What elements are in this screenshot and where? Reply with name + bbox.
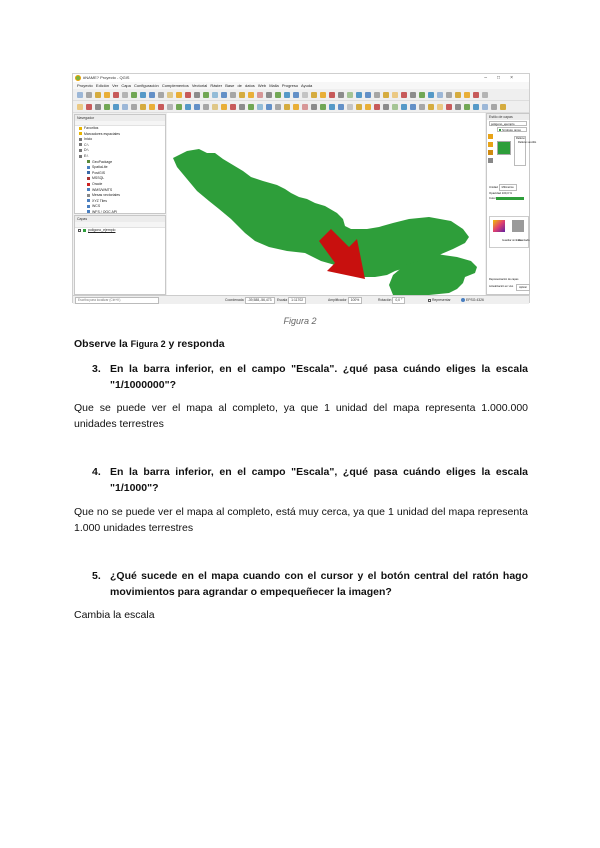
- toolbar-tool-icon: [338, 92, 344, 98]
- toolbar-tool-icon: [383, 92, 389, 98]
- toolbar-tool-icon: [482, 104, 488, 110]
- toolbar-tool-icon: [383, 104, 389, 110]
- toolbar-tool-icon: [212, 104, 218, 110]
- toolbar-tool-icon: [104, 92, 110, 98]
- layer-styling-panel: [486, 113, 537, 295]
- toolbar-tool-icon: [149, 92, 155, 98]
- toolbar-tool-icon: [122, 104, 128, 110]
- layer-name: poligono_ejemplo: [88, 228, 116, 232]
- toolbar-tool-icon: [212, 92, 218, 98]
- browser-item-label: WCS: [92, 204, 101, 209]
- crs-label: EPSG:4326: [465, 298, 484, 302]
- toolbar-tool-icon: [464, 92, 470, 98]
- toolbar-tool-icon: [95, 104, 101, 110]
- coordinate-label: Coordenada: [225, 298, 244, 302]
- rotation-value: 0,0 °: [392, 297, 405, 304]
- toolbar-tool-icon: [230, 104, 236, 110]
- masks-tab-icon: [488, 150, 493, 155]
- browser-item-label: WFS / OGC API: [92, 209, 118, 214]
- renderer-swatch-icon: [499, 129, 501, 131]
- toolbar-tool-icon: [455, 92, 461, 98]
- toolbar-tool-icon: [473, 92, 479, 98]
- gradient-symbol-icon: [493, 220, 505, 232]
- opacity-label: Opacidad: [489, 191, 501, 195]
- toolbar-tool-icon: [446, 104, 452, 110]
- toolbar-tool-icon: [329, 92, 335, 98]
- toolbar-tool-icon: [113, 92, 119, 98]
- menu-capa: Capa: [121, 83, 131, 88]
- answer-3: Que se puede ver el mapa al completo, ya que 1 unidad del mapa representa 1.000.000 unidades terrestres: [74, 402, 528, 430]
- toolbar-tool-icon: [347, 104, 353, 110]
- menu-vectorial: Vectorial: [191, 83, 208, 88]
- render-field: [428, 296, 451, 305]
- question-3-text: En la barra inferior, en el campo "Escala". ¿qué pasa cuándo eliges la escala "1/1000000"?: [110, 363, 528, 391]
- browser-item-label: D:\: [84, 148, 89, 153]
- menu-ayuda: Ayuda: [301, 83, 313, 88]
- toolbar-tool-icon: [77, 92, 83, 98]
- layers-panel: [74, 215, 166, 295]
- window-controls: [484, 74, 523, 82]
- coordinate-field: [225, 296, 275, 305]
- layers-panel-title: Capas: [75, 216, 165, 222]
- toolbar-tool-icon: [239, 104, 245, 110]
- toolbar-tool-icon: [311, 92, 317, 98]
- browser-item-icon: [79, 138, 82, 141]
- browser-item-label: SpatiaLite: [92, 165, 108, 170]
- toolbar-tool-icon: [167, 104, 173, 110]
- toolbar-tool-icon: [311, 104, 317, 110]
- color-button: [496, 197, 524, 200]
- magnifier-field: [328, 296, 362, 305]
- render-checkbox-icon: [428, 299, 431, 302]
- toolbar-tool-icon: [248, 104, 254, 110]
- toolbar-tool-icon: [392, 92, 398, 98]
- toolbar-tool-icon: [365, 92, 371, 98]
- toolbar-tool-icon: [356, 92, 362, 98]
- toolbar-tool-icon: [194, 92, 200, 98]
- styling-side-tabs: [488, 134, 494, 166]
- advanced-button: Avanzado: [518, 239, 530, 242]
- browser-item-label: Mesas vectoriales: [92, 193, 121, 198]
- toolbar-tool-icon: [203, 104, 209, 110]
- toolbar-tool-icon: [473, 104, 479, 110]
- qgis-screenshot: [72, 73, 537, 303]
- toolbar-tool-icon: [455, 104, 461, 110]
- toolbar-tool-icon: [158, 92, 164, 98]
- toolbar-tool-icon: [140, 92, 146, 98]
- toolbar-tool-icon: [176, 104, 182, 110]
- toolbar-tool-icon: [365, 104, 371, 110]
- qgis-toolbar-digitizing: [73, 101, 529, 113]
- symbol-tree-simple-fill: Relleno sencillo: [518, 141, 537, 144]
- toolbar-tool-icon: [437, 92, 443, 98]
- toolbar-tool-icon: [158, 104, 164, 110]
- scale-label: Escala: [277, 298, 288, 302]
- browser-item-icon: [79, 132, 82, 135]
- toolbar-tool-icon: [401, 104, 407, 110]
- menu-proyecto: Proyecto: [77, 83, 93, 88]
- unit-row: [489, 184, 531, 191]
- toolbar-tool-icon: [185, 92, 191, 98]
- opacity-value: 100,0 %: [501, 191, 513, 195]
- question-5-number: 5.: [92, 570, 101, 582]
- live-update-row: [489, 285, 530, 288]
- answer-4: Que no se puede ver el mapa al completo, está muy cerca, ya que 1 unidad del mapa representa 1.000 unidades terrestres: [74, 506, 528, 534]
- browser-item-label: Favoritos: [84, 126, 99, 130]
- browser-item-label: Marcadores espaciales: [84, 131, 120, 136]
- toolbar-tool-icon: [347, 92, 353, 98]
- toolbar-tool-icon: [104, 104, 110, 110]
- layer-select: poligono_ejemplo: [489, 121, 527, 126]
- layer-item: [75, 228, 165, 234]
- toolbar-tool-icon: [491, 104, 497, 110]
- layer-swatch-icon: [83, 229, 86, 232]
- map-svg: [167, 113, 485, 295]
- symbol-tree: [514, 136, 537, 166]
- qgis-logo-icon: [75, 75, 81, 81]
- unit-select: Milímetros: [499, 184, 517, 191]
- toolbar-tool-icon: [122, 92, 128, 98]
- menu-malla: Malla: [269, 83, 279, 88]
- toolbar-tool-icon: [167, 92, 173, 98]
- toolbar-tool-icon: [401, 92, 407, 98]
- toolbar-tool-icon: [203, 92, 209, 98]
- browser-item-label: MSSQL: [92, 176, 105, 181]
- toolbar-tool-icon: [482, 92, 488, 98]
- toolbar-tool-icon: [86, 92, 92, 98]
- instruction-suffix: y responda: [165, 338, 225, 350]
- toolbar-tool-icon: [140, 104, 146, 110]
- instruction: [74, 336, 528, 352]
- diagram-tab-icon: [488, 158, 493, 163]
- toolbar-tool-icon: [275, 92, 281, 98]
- live-update-label: Actualización en vivo: [489, 285, 514, 288]
- browser-item-icon: [87, 205, 90, 208]
- apply-button: Aplicar: [516, 284, 530, 291]
- toolbar-tool-icon: [500, 104, 506, 110]
- browser-item-icon: [87, 183, 90, 186]
- symbol-properties: [489, 184, 531, 201]
- toolbar-tool-icon: [293, 92, 299, 98]
- browser-item-icon: [79, 127, 82, 130]
- magnifier-label: Amplificador: [328, 298, 347, 302]
- menu-configuracion: Configuración: [134, 83, 159, 88]
- rotation-field: [378, 296, 405, 305]
- toolbar-tool-icon: [284, 104, 290, 110]
- menu-edicion: Edición: [95, 83, 110, 88]
- browser-item-icon: [79, 143, 82, 146]
- toolbar-tool-icon: [221, 92, 227, 98]
- renderer-select: [497, 127, 527, 132]
- toolbar-tool-icon: [176, 92, 182, 98]
- toolbar-tool-icon: [374, 104, 380, 110]
- toolbar-tool-icon: [302, 92, 308, 98]
- toolbar-tool-icon: [149, 104, 155, 110]
- toolbar-tool-icon: [266, 92, 272, 98]
- question-3-number: 3.: [92, 363, 101, 375]
- minimize-icon: –: [484, 75, 498, 81]
- menu-complementos: Complementos: [161, 83, 189, 88]
- toolbar-tool-icon: [419, 92, 425, 98]
- browser-item-label: XYZ Tiles: [92, 198, 107, 203]
- browser-item-icon: [87, 194, 90, 197]
- menu-base-de-datos: Base de datos: [225, 83, 255, 88]
- toolbar-tool-icon: [338, 104, 344, 110]
- gray-symbol-icon: [512, 220, 524, 232]
- map-canvas: [167, 113, 485, 295]
- labels-tab-icon: [488, 142, 493, 147]
- browser-item-icon: [87, 171, 90, 174]
- qgis-window-title: #NAME? Proyecto - QGIS: [83, 75, 130, 80]
- toolbar-tool-icon: [302, 104, 308, 110]
- styling-panel-title: Estilo de capas: [487, 114, 529, 120]
- locator-input: Escriba para localizar (Ctrl+K): [75, 297, 159, 304]
- browser-item-label: PostGIS: [92, 170, 106, 175]
- unit-label: Unidad: [489, 185, 498, 190]
- browser-item-icon: [79, 155, 82, 158]
- toolbar-tool-icon: [293, 104, 299, 110]
- menu-web: Web: [257, 83, 267, 88]
- browser-item-icon: [87, 160, 90, 163]
- toolbar-tool-icon: [185, 104, 191, 110]
- symbol-library: [489, 216, 529, 248]
- question-4-text: En la barra inferior, en el campo "Escala", ¿qué pasa cuándo eliges la escala "1/1000"?: [110, 466, 528, 494]
- toolbar-tool-icon: [320, 104, 326, 110]
- toolbar-tool-icon: [437, 104, 443, 110]
- toolbar-tool-icon: [95, 92, 101, 98]
- save-symbol-button: Guardar símbolo: [502, 239, 522, 242]
- answer-5: Cambia la escala: [74, 609, 155, 621]
- toolbar-tool-icon: [248, 92, 254, 98]
- toolbar-tool-icon: [464, 104, 470, 110]
- maximize-icon: □: [497, 75, 511, 81]
- menu-raster: Ráster: [210, 83, 223, 88]
- symbology-tab-icon: [488, 134, 493, 139]
- question-5-text: ¿Qué sucede en el mapa cuando con el cursor y el botón central del ratón hago movimientos para agrandar o empequeñecer la imagen?: [110, 570, 528, 598]
- symbol-tree-fill: Relleno: [516, 137, 525, 140]
- render-label: Representar: [431, 298, 451, 302]
- toolbar-tool-icon: [131, 92, 137, 98]
- toolbar-tool-icon: [446, 92, 452, 98]
- browser-item-icon: [79, 149, 82, 152]
- toolbar-tool-icon: [410, 92, 416, 98]
- magnifier-value: 100%: [348, 297, 363, 304]
- browser-item-label: WMS/WMTS: [92, 187, 113, 192]
- toolbar-tool-icon: [77, 104, 83, 110]
- rotation-label: Rotación: [378, 298, 392, 302]
- browser-panel: [74, 114, 166, 214]
- color-label: Color: [489, 196, 496, 200]
- toolbar-tool-icon: [356, 104, 362, 110]
- browser-item-icon: [87, 188, 90, 191]
- checkbox-icon: [78, 229, 81, 232]
- browser-item-icon: [87, 199, 90, 202]
- toolbar-tool-icon: [257, 104, 263, 110]
- toolbar-tool-icon: [320, 92, 326, 98]
- qgis-menubar: [73, 82, 529, 89]
- browser-panel-title: Navegador: [75, 115, 165, 121]
- browser-item-label: GeoPackage: [92, 159, 113, 164]
- toolbar-tool-icon: [113, 104, 119, 110]
- toolbar-tool-icon: [284, 92, 290, 98]
- toolbar-tool-icon: [266, 104, 272, 110]
- browser-item-label: E:\: [84, 153, 89, 158]
- toolbar-tool-icon: [239, 92, 245, 98]
- toolbar-tool-icon: [374, 92, 380, 98]
- scale-value: 1:11702: [288, 297, 306, 304]
- toolbar-tool-icon: [230, 92, 236, 98]
- browser-item-icon: [87, 177, 90, 180]
- crs-globe-icon: [461, 298, 465, 302]
- layer-rendering-label: Representación de capas: [489, 278, 519, 281]
- color-row: [489, 196, 531, 201]
- toolbar-tool-icon: [419, 104, 425, 110]
- toolbar-tool-icon: [428, 92, 434, 98]
- qgis-titlebar: [73, 74, 529, 82]
- close-icon: ×: [510, 75, 523, 81]
- symbol-preview-swatch: [497, 141, 511, 155]
- renderer-label: Símbolo único: [502, 128, 522, 132]
- browser-item-label: Inicio: [84, 137, 93, 142]
- toolbar-tool-icon: [428, 104, 434, 110]
- question-4-number: 4.: [92, 466, 101, 478]
- toolbar-tool-icon: [410, 104, 416, 110]
- toolbar-tool-icon: [257, 92, 263, 98]
- browser-item-icon: [87, 166, 90, 169]
- toolbar-tool-icon: [329, 104, 335, 110]
- instruction-figure-ref: Figura 2: [130, 339, 166, 349]
- browser-item-label: Oracle: [92, 181, 103, 186]
- menu-ver: Ver: [112, 83, 119, 88]
- crs-field: [461, 296, 484, 305]
- figure-caption: Figura 2: [283, 316, 317, 326]
- qgis-statusbar: [73, 295, 529, 304]
- menu-progreso: Progreso: [281, 83, 299, 88]
- toolbar-tool-icon: [194, 104, 200, 110]
- locator-search: [75, 296, 159, 305]
- toolbar-tool-icon: [221, 104, 227, 110]
- browser-item-icon: [87, 210, 90, 213]
- scale-field: [277, 296, 306, 305]
- toolbar-tool-icon: [86, 104, 92, 110]
- qgis-toolbar-main: [73, 89, 529, 101]
- toolbar-tool-icon: [131, 104, 137, 110]
- instruction-prefix: Observe la: [74, 338, 131, 350]
- toolbar-tool-icon: [275, 104, 281, 110]
- coordinate-value: -39,588,-56,473: [245, 297, 275, 304]
- browser-tree: [75, 126, 165, 216]
- browser-item-label: C:\: [84, 142, 89, 147]
- toolbar-tool-icon: [392, 104, 398, 110]
